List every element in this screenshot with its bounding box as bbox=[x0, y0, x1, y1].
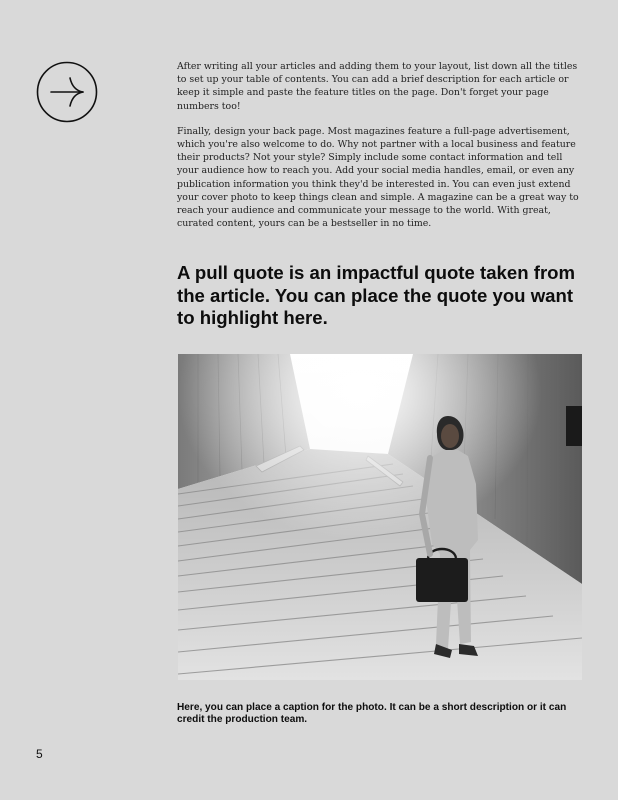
photo-caption: Here, you can place a caption for the photo. It can be a short description or it can credit the production team. bbox=[177, 702, 567, 726]
body-paragraph: Finally, design your back page. Most magazines feature a full-page advertisement, which you're also welcome to do. Why not partner with a local business and feature their products? Not your style? Simply include some contact information and tell your audience how to reach you. Add your social media handles, email, or even any publication information you think they'd be interested in. You can even just extend your cover photo to keep things clean and simple. A magazine can be a great way to reach your audience and communicate your message to the world. With great, curated content, yours can be a bestseller in no time. bbox=[177, 125, 579, 230]
page-number: 5 bbox=[36, 747, 43, 761]
article-body bbox=[177, 60, 585, 242]
woman-on-stairs-photo bbox=[178, 354, 582, 680]
body-paragraph: After writing all your articles and adding them to your layout, list down all the titles to set up your table of contents. You can add a brief description for each article or keep it simple and paste the feature titles on the page. Don't forget your page numbers too! bbox=[177, 61, 578, 112]
arrow-right-circle-icon bbox=[36, 61, 98, 123]
photo-illustration bbox=[178, 354, 582, 680]
pull-quote: A pull quote is an impactful quote taken from the article. You can place the quote you want to highlight here. bbox=[177, 262, 576, 328]
